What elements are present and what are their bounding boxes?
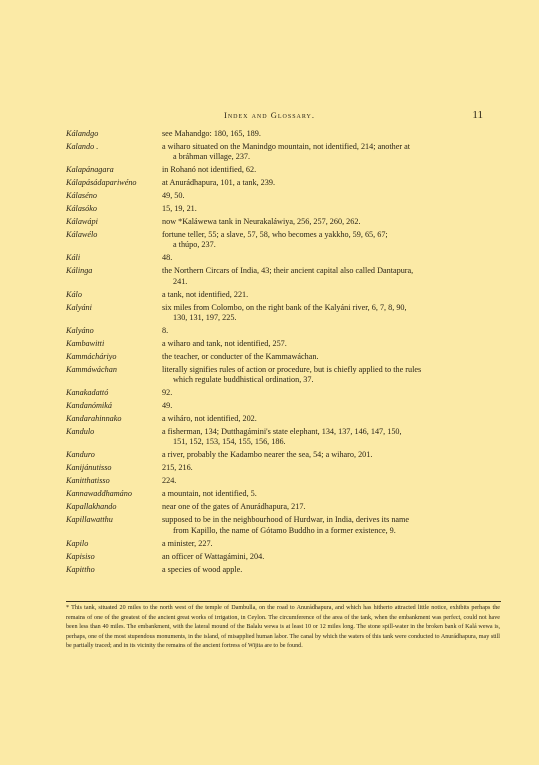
definition-line: in Rohanó not identified, 62. — [162, 165, 257, 175]
glossary-entry — [66, 253, 501, 263]
definition-line: a wiharo and tank, not identified, 257. — [162, 338, 287, 348]
glossary-entry — [66, 450, 501, 460]
entry-term: Kálaséno — [66, 191, 97, 201]
definition-line: a tank, not identified, 221. — [162, 289, 249, 299]
entry-definition — [162, 552, 501, 562]
definition-line: 49, 50. — [162, 191, 185, 201]
definition-continuation: 241. — [173, 276, 188, 286]
entry-term: Kálawápi — [66, 217, 98, 227]
definition-line: an officer of Wattagámini, 204. — [162, 551, 265, 561]
glossary-entry — [66, 204, 501, 214]
entry-term: Kandulo — [66, 427, 95, 437]
glossary-entry — [66, 339, 501, 349]
glossary-entry — [66, 217, 501, 227]
definition-continuation: a thúpo, 237. — [173, 240, 216, 250]
glossary-entry — [66, 565, 501, 575]
definition-line: 48. — [162, 253, 173, 263]
entry-term: Kambawitti — [66, 338, 105, 348]
entry-term: Kapittho — [66, 564, 95, 574]
entry-term: Kalyáno — [66, 326, 94, 335]
entry-definition — [162, 191, 501, 201]
definition-line: the teacher, or conducter of the Kammawáchan. — [162, 351, 319, 361]
glossary-entry — [66, 165, 501, 175]
entry-term: Kalando . — [66, 141, 99, 151]
entry-definition — [162, 365, 501, 386]
definition-line: at Anurádhapura, 101, a tank, 239. — [162, 178, 276, 188]
running-header — [0, 110, 539, 124]
entry-definition — [162, 565, 501, 575]
glossary-entry — [66, 489, 501, 499]
entry-definition — [162, 515, 501, 536]
footnote-rule — [66, 601, 501, 602]
glossary-entry — [66, 552, 501, 562]
entry-term: Káli — [66, 253, 81, 263]
entry-term: Kanitthatisso — [66, 476, 110, 486]
entry-term: Kapilo — [66, 538, 89, 548]
glossary-entry — [66, 414, 501, 424]
definition-line: literally signifies rules of action or procedure, but is chiefly applied to the rules — [162, 364, 422, 374]
definition-line: 49. — [162, 401, 173, 411]
footnote: * This tank, situated 20 miles to the north west of the temple of Dambulla, on the road to Anurádhapura, and which has hitherto attracted little notice, exhibits perhaps the remains of one of the greatest of the ancient great works of irrigation, in Ceylon. The circumference of the area of the tank, when the embankment was perfect, could not have been less than 40 miles. The embankment, with the lateral mound of the Balalu wewa is at least 10 or 12 miles long. The stone spill-water in the broken bank of Kalá wewa is, perhaps, one of the most stupendous monuments, in the island, of misapplied human labor. The canal by which the waters of this tank were conducted to Anurádhapura, may still be partially traced; and in its vicinity the remains of the ancient fortress of Wijita are to be found. — [66, 605, 500, 650]
definition-line: 15, 19, 21. — [162, 204, 197, 214]
glossary-entry — [66, 326, 501, 336]
entry-definition — [162, 401, 501, 411]
entry-term: Kálasóko — [66, 204, 97, 214]
entry-definition — [162, 476, 501, 486]
definition-line: 224. — [162, 476, 177, 486]
entry-term: Kapillawatthu — [66, 515, 113, 525]
definition-line: a river, probably the Kadambo nearer the sea, 54; a wiharo, 201. — [162, 450, 373, 460]
glossary-entry — [66, 178, 501, 188]
definition-continuation: 151, 152, 153, 154, 155, 156, 186. — [173, 437, 286, 447]
entry-definition — [162, 502, 501, 512]
entry-definition — [162, 178, 501, 188]
entry-term: Kapisiso — [66, 551, 95, 561]
glossary-entry — [66, 129, 501, 139]
entry-definition — [162, 427, 501, 448]
entry-term: Kammáwáchan — [66, 364, 117, 374]
entry-definition — [162, 489, 501, 499]
entry-definition — [162, 253, 501, 263]
entry-term: Kammácháriyo — [66, 351, 117, 361]
glossary-entry — [66, 191, 501, 201]
glossary-entry — [66, 388, 501, 398]
entry-term: Kanijánutisso — [66, 463, 112, 473]
definition-line: near one of the gates of Anurádhapura, 217. — [162, 502, 306, 512]
definition-line: now *Kaláwewa tank in Neurakaláwiya, 256, 257, 260, 262. — [162, 217, 361, 227]
definition-line: a minister, 227. — [162, 538, 213, 548]
entry-definition — [162, 388, 501, 398]
entry-term: Kapallakhando — [66, 502, 117, 512]
entry-definition — [162, 165, 501, 175]
glossary-entry — [66, 352, 501, 362]
entry-term: Kálawélo — [66, 230, 98, 240]
entry-term: Kálandgo — [66, 129, 99, 138]
glossary-entry — [66, 142, 501, 163]
glossary-entry — [66, 502, 501, 512]
entry-definition — [162, 266, 501, 287]
entry-definition — [162, 230, 501, 251]
definition-line: 215, 216. — [162, 463, 193, 473]
entry-definition — [162, 414, 501, 424]
entry-definition — [162, 290, 501, 300]
entry-term: Kannawaddhamáno — [66, 489, 132, 499]
definition-line: a wiharo situated on the Manindgo mountain, not identified, 214; another at — [162, 141, 411, 151]
entry-definition — [162, 352, 501, 362]
entry-term: Kanakadattó — [66, 388, 109, 398]
definition-line: the Northern Circars of India, 43; their ancient capital also called Dantapura, — [162, 266, 414, 276]
glossary-entry — [66, 539, 501, 549]
definition-line: a fisherman, 134; Dutthagámini's state elephant, 134, 137, 146, 147, 150, — [162, 427, 402, 437]
entry-definition — [162, 303, 501, 324]
glossary-entry — [66, 427, 501, 448]
glossary-entry — [66, 463, 501, 473]
page-number: 11 — [472, 109, 483, 121]
definition-line: supposed to be in the neighbourhood of Hurdwar, in India, derives its name — [162, 515, 410, 525]
glossary-entry — [66, 476, 501, 486]
glossary-entry — [66, 401, 501, 411]
entry-definition — [162, 204, 501, 214]
entry-definition — [162, 339, 501, 349]
definition-continuation: which regulate buddhistical ordination, 37. — [173, 375, 314, 385]
entry-definition — [162, 539, 501, 549]
entry-definition — [162, 463, 501, 473]
entry-term: Kandarahinnako — [66, 414, 122, 424]
definition-line: see Mahandgo: 180, 165, 189. — [162, 129, 261, 138]
entry-term: Kálo — [66, 289, 82, 299]
definition-continuation: from Kapillo, the name of Gótamo Buddho in a former existence, 9. — [173, 525, 396, 535]
definition-line: fortune teller, 55; a slave, 57, 58, who becomes a yakkho, 59, 65, 67; — [162, 230, 388, 240]
header-title: Index and Glossary. — [223, 110, 316, 120]
definition-line: six miles from Colombo, on the right bank of the Kalyáni river, 6, 7, 8, 90, — [162, 302, 407, 312]
entry-term: Kanduro — [66, 450, 95, 460]
glossary-entry — [66, 266, 501, 287]
glossary-entry — [66, 303, 501, 324]
glossary-entry — [66, 515, 501, 536]
definition-line: a wiháro, not identified, 202. — [162, 414, 257, 424]
glossary-entries — [66, 129, 501, 578]
definition-line: 92. — [162, 388, 173, 398]
entry-term: Kálinga — [66, 266, 93, 276]
definition-continuation: 130, 131, 197, 225. — [173, 313, 237, 323]
glossary-entry — [66, 230, 501, 251]
entry-definition — [162, 326, 501, 336]
definition-continuation: a bráhman village, 237. — [173, 152, 251, 162]
entry-term: Kalapánagara — [66, 165, 114, 175]
entry-term: Kandanómiká — [66, 401, 112, 411]
glossary-entry — [66, 365, 501, 386]
entry-term: Kalyáni — [66, 302, 92, 312]
entry-definition — [162, 142, 501, 163]
entry-term: Kálapásádapariwéno — [66, 178, 137, 188]
definition-line: 8. — [162, 326, 169, 335]
entry-definition — [162, 129, 501, 139]
entry-definition — [162, 450, 501, 460]
glossary-entry — [66, 290, 501, 300]
definition-line: a species of wood apple. — [162, 564, 243, 574]
definition-line: a mountain, not identified, 5. — [162, 489, 257, 499]
entry-definition — [162, 217, 501, 227]
